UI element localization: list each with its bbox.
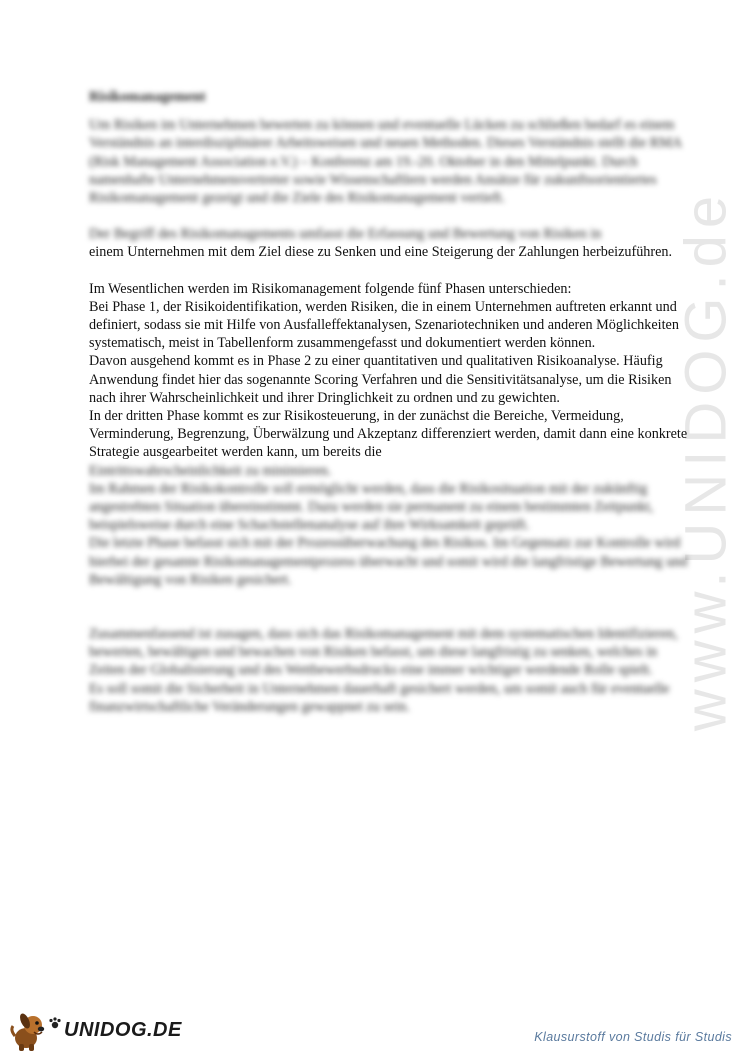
paragraph-conclusion: Es soll somit die Sicherheit in Unternehmen dauerhaft gesichert werden, um somit auch für eventuelle finanzwirtschaftliche Veränderungen gewappnet zu sein. <box>89 680 670 715</box>
watermark-url: www.UNIDOG.de <box>673 188 739 732</box>
paragraph-phase-4: Im Rahmen der Risikokontrolle soll ermöglicht werden, dass die Risikosituation mit der zukünftig angestrebten Situation übereinstimmt. Dazu werden sie permanent zu einem bestimmten Zeitpunkt, beispielsweise durch eine Schachstellenanalyse auf ihre Wirksamkeit geprüft. <box>89 480 654 534</box>
paragraph-definition-blurred: Der Begriff des Risikomanagements umfasst die Erfassung und Bewertung von Risiken in <box>89 226 602 243</box>
paragraph-phases-intro: Im Wesentlichen werden im Risikomanagement folgende fünf Phasen unterschieden: <box>89 280 572 297</box>
paragraph-phase-5: Die letzte Phase befasst sich mit der Prozessüberwachung des Risikos. Im Gegensatz zur Kontrolle wird hierbei der gesamte Risikomanagementprozess überwacht und somit wird die langfristige Bewertung und Bewältigung von Risiken gesichert. <box>89 535 688 588</box>
paragraph-summary: Zusammenfassend ist zusagen, dass sich das Risikomanagement mit dem systematischen Identifizieren, bewerten, bewältigen und bewachen von Risiken befasst, um diese langfristig zu senken, welches in Zeiten der Globalisierung und des Wettbewerbsdrucks eine immer wichtiger werdende Rolle spielt. <box>89 626 678 679</box>
paragraph-intro: Um Risiken im Unternehmen bewerten zu können und eventuelle Lücken zu schließen bedarf es einem Verständnis an interdisziplinärer Arbeitsweisen und neuen Methoden. Dieses Verständnis stellt die RMA (Risk Management Association e.V.) – Konferenz am 19.-20. Oktober in den Mittelpunkt. Durch namenhafte Unternehmensvertreter sowie Wissenschaftlern werden Ansätze für zukunftsorientiertes Risikomanagement gezeigt und die Ziele des Risikomanagement vertieft. <box>89 117 682 207</box>
page-footer <box>0 1000 750 1060</box>
dog-icon <box>10 1008 50 1052</box>
paw-icon <box>48 1016 62 1030</box>
document-body <box>89 88 689 716</box>
logo-text: UNIDOG.DE <box>64 1018 182 1041</box>
paragraph-phase-3: In der dritten Phase kommt es zur Risikosteuerung, in der zunächst die Bereiche, Vermeidung, Verminderung, Begrenzung, Überwälzung und Akzeptanz differenziert werden, damit dann eine konkrete Strategie ausgearbeitet werden kann, um bereits die <box>89 408 688 461</box>
paragraph-phase-1: Bei Phase 1, der Risikoidentifikation, werden Risiken, die in einem Unternehmen auftreten erkannt und definiert, sodass sie mit Hilfe von Ausfalleffektanalysen, Szenariotechniken und anderen Möglichkeiten systematisch, meist in Tabellenform zusammengefasst und dokumentiert werden können. <box>89 298 679 352</box>
paragraph-definition: einem Unternehmen mit dem Ziel diese zu Senken und eine Steigerung der Zahlungen herbeizuführen. <box>89 244 673 261</box>
document-title: Risikomanagement <box>89 89 206 105</box>
paragraph-phase-2: Davon ausgehend kommt es in Phase 2 zu einer quantitativen und qualitativen Risikoanalyse. Häufig Anwendung findet hier das sogenannte Scoring Verfahren und die Sensitivitätsanalyse, um die Risiken nach ihrer Wahrscheinlichkeit und ihrer Dringlichkeit zu ordnen und zu gewichten. <box>89 353 672 406</box>
paragraph-phase-3-tail: Eintrittswahrscheinlichkeit zu minimieren. <box>89 462 332 479</box>
unidog-logo <box>10 1008 182 1052</box>
footer-slogan: Klausurstoff von Studis für Studis <box>534 1030 732 1044</box>
